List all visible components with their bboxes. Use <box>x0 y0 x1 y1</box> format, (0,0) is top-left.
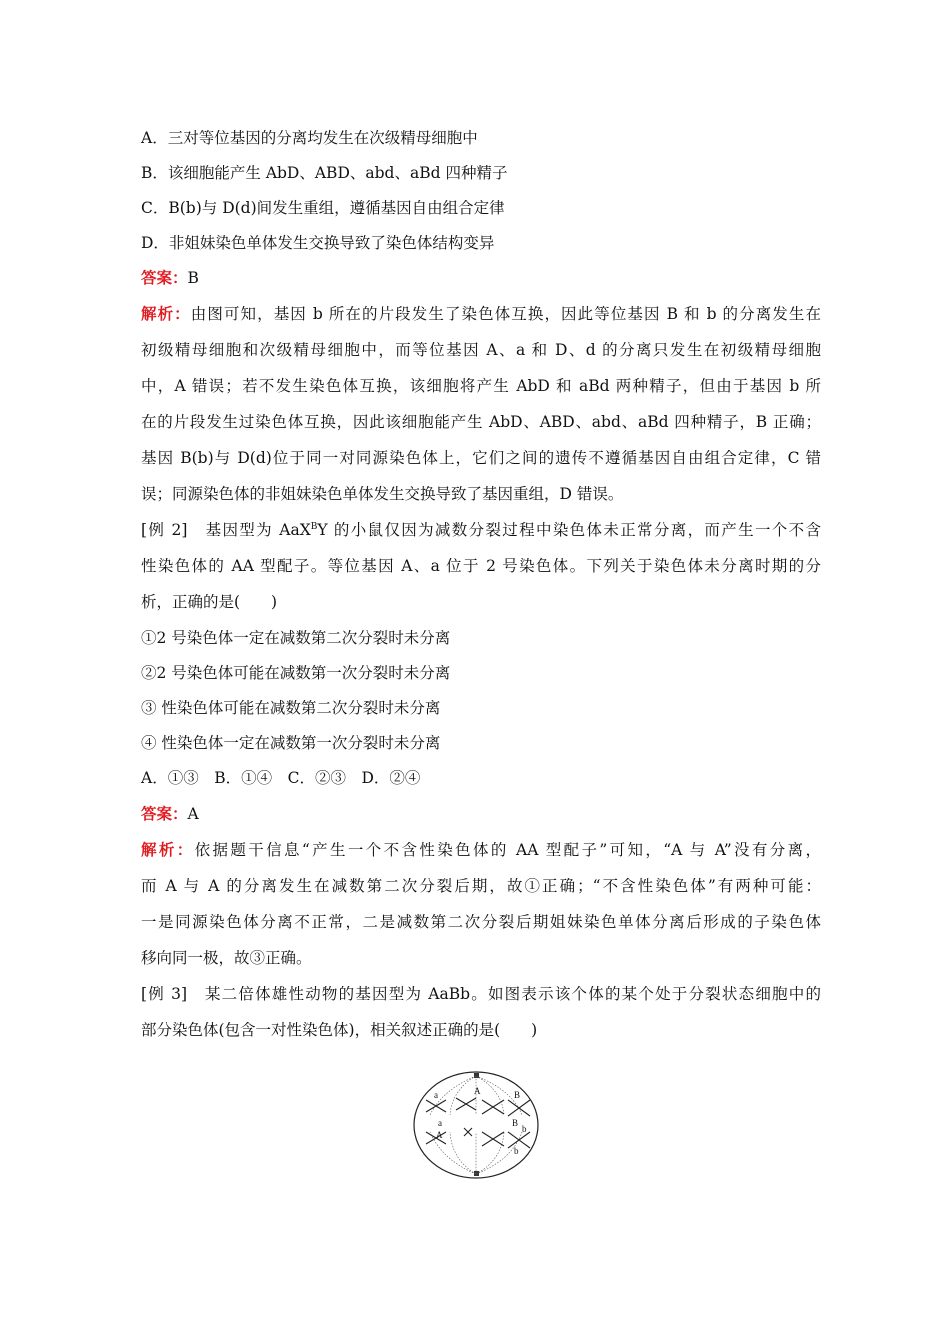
label-B-1: B <box>514 1090 521 1100</box>
q3-stem-line-2: 部分染色体(包含一对性染色体)，相关叙述正确的是( ) <box>141 1021 538 1039</box>
q2-tag: [例 2] <box>141 521 188 539</box>
q1-analysis-line-2: 初级精母细胞和次级精母细胞中，而等位基因 A、a 和 D、d 的分离只发生在初级精母细胞 <box>141 341 821 359</box>
q1-analysis-line-1 <box>141 304 821 324</box>
label-a-1: a <box>434 1090 438 1100</box>
q2-analysis-line-2: 而 A 与 A 的分离发生在减数第二次分裂后期，故①正确；“不含性染色体”有两种可能： <box>141 877 821 895</box>
cell-division-figure <box>412 1070 540 1180</box>
label-A-2: A <box>436 1130 443 1140</box>
q2-stem-line-1 <box>141 520 821 540</box>
q2-statement-2: ②2 号染色体可能在减数第一次分裂时未分离 <box>141 664 451 682</box>
q1-option-c: C．B(b)与 D(d)间发生重组，遵循基因自由组合定律 <box>141 199 505 217</box>
centrosome-top <box>474 1073 479 1078</box>
label-b-1: b <box>522 1124 527 1134</box>
q2-answer-label: 答案： <box>141 804 188 823</box>
gene-labels <box>434 1086 527 1156</box>
q2-answer-value: A <box>187 805 199 823</box>
q1-analysis-line-4: 在的片段发生过染色体互换，因此该细胞能产生 AbD、ABD、abd、aBd 四种精子，B 正确； <box>141 413 821 431</box>
q2-stem-pre: 基因型为 AaX <box>205 521 311 539</box>
q2-analysis-line-1 <box>141 840 821 860</box>
q1-analysis-line-5: 基因 B(b)与 D(d)位于同一对同源染色体上，它们之间的遗传不遵循基因自由组合定律，C 错 <box>141 449 821 467</box>
label-a-2: a <box>438 1118 442 1128</box>
q2-stem-sup: B <box>310 521 318 532</box>
label-B-2: B <box>512 1118 519 1128</box>
q1-analysis-text-1: 由图可知，基因 b 所在的片段发生了染色体互换，因此等位基因 B 和 b 的分离发生在 <box>190 305 821 323</box>
q1-analysis-line-6: 误；同源染色体的非姐妹染色单体发生交换导致了基因重组，D 错误。 <box>141 485 624 503</box>
q3-tag: [例 3] <box>141 985 188 1003</box>
q2-stem-line-3: 析，正确的是( ) <box>141 593 278 611</box>
q1-option-d: D．非姐妹染色单体发生交换导致了染色体结构变异 <box>141 234 495 252</box>
q2-options: A．①③ B．①④ C．②③ D．②④ <box>141 769 421 787</box>
q3-stem-text-1: 某二倍体雄性动物的基因型为 AaBb。如图表示该个体的某个处于分裂状态细胞中的 <box>204 985 821 1003</box>
q1-option-b: B．该细胞能产生 AbD、ABD、abd、aBd 四种精子 <box>141 164 508 182</box>
q2-analysis-line-3: 一是同源染色体分离不正常，二是减数第二次分裂后期姐妹染色单体分离后形成的子染色体 <box>141 913 821 931</box>
q2-analysis-line-4: 移向同一极，故③正确。 <box>141 949 312 967</box>
q1-answer-value: B <box>187 269 199 287</box>
q2-stem-post: Y 的小鼠仅因为减数分裂过程中染色体未正常分离，而产生一个不含 <box>317 521 821 539</box>
q2-answer <box>141 804 821 824</box>
q1-analysis-line-3: 中，A 错误；若不发生染色体互换，该细胞将产生 AbD 和 aBd 两种精子，但由于基因 b 所 <box>141 377 821 395</box>
q2-analysis-text-1: 依据题干信息“产生一个不含性染色体的 AA 型配子”可知，“A 与 A”没有分离， <box>194 841 821 859</box>
q1-answer <box>141 268 821 288</box>
label-A-1: A <box>474 1086 481 1096</box>
q2-analysis-label: 解析： <box>141 840 195 859</box>
q1-analysis-label: 解析： <box>141 304 191 323</box>
q3-stem-line-1 <box>141 984 821 1004</box>
q1-option-a: A．三对等位基因的分离均发生在次级精母细胞中 <box>141 129 478 147</box>
q2-statement-4: ④ 性染色体一定在减数第一次分裂时未分离 <box>141 734 441 752</box>
q2-statement-1: ①2 号染色体一定在减数第二次分裂时未分离 <box>141 629 451 647</box>
q1-answer-label: 答案： <box>141 268 188 287</box>
q2-stem-line-2: 性染色体的 AA 型配子。等位基因 A、a 位于 2 号染色体。下列关于染色体未分离时期的分 <box>141 557 821 575</box>
label-b-2: b <box>514 1146 519 1156</box>
q2-statement-3: ③ 性染色体可能在减数第二次分裂时未分离 <box>141 699 441 717</box>
